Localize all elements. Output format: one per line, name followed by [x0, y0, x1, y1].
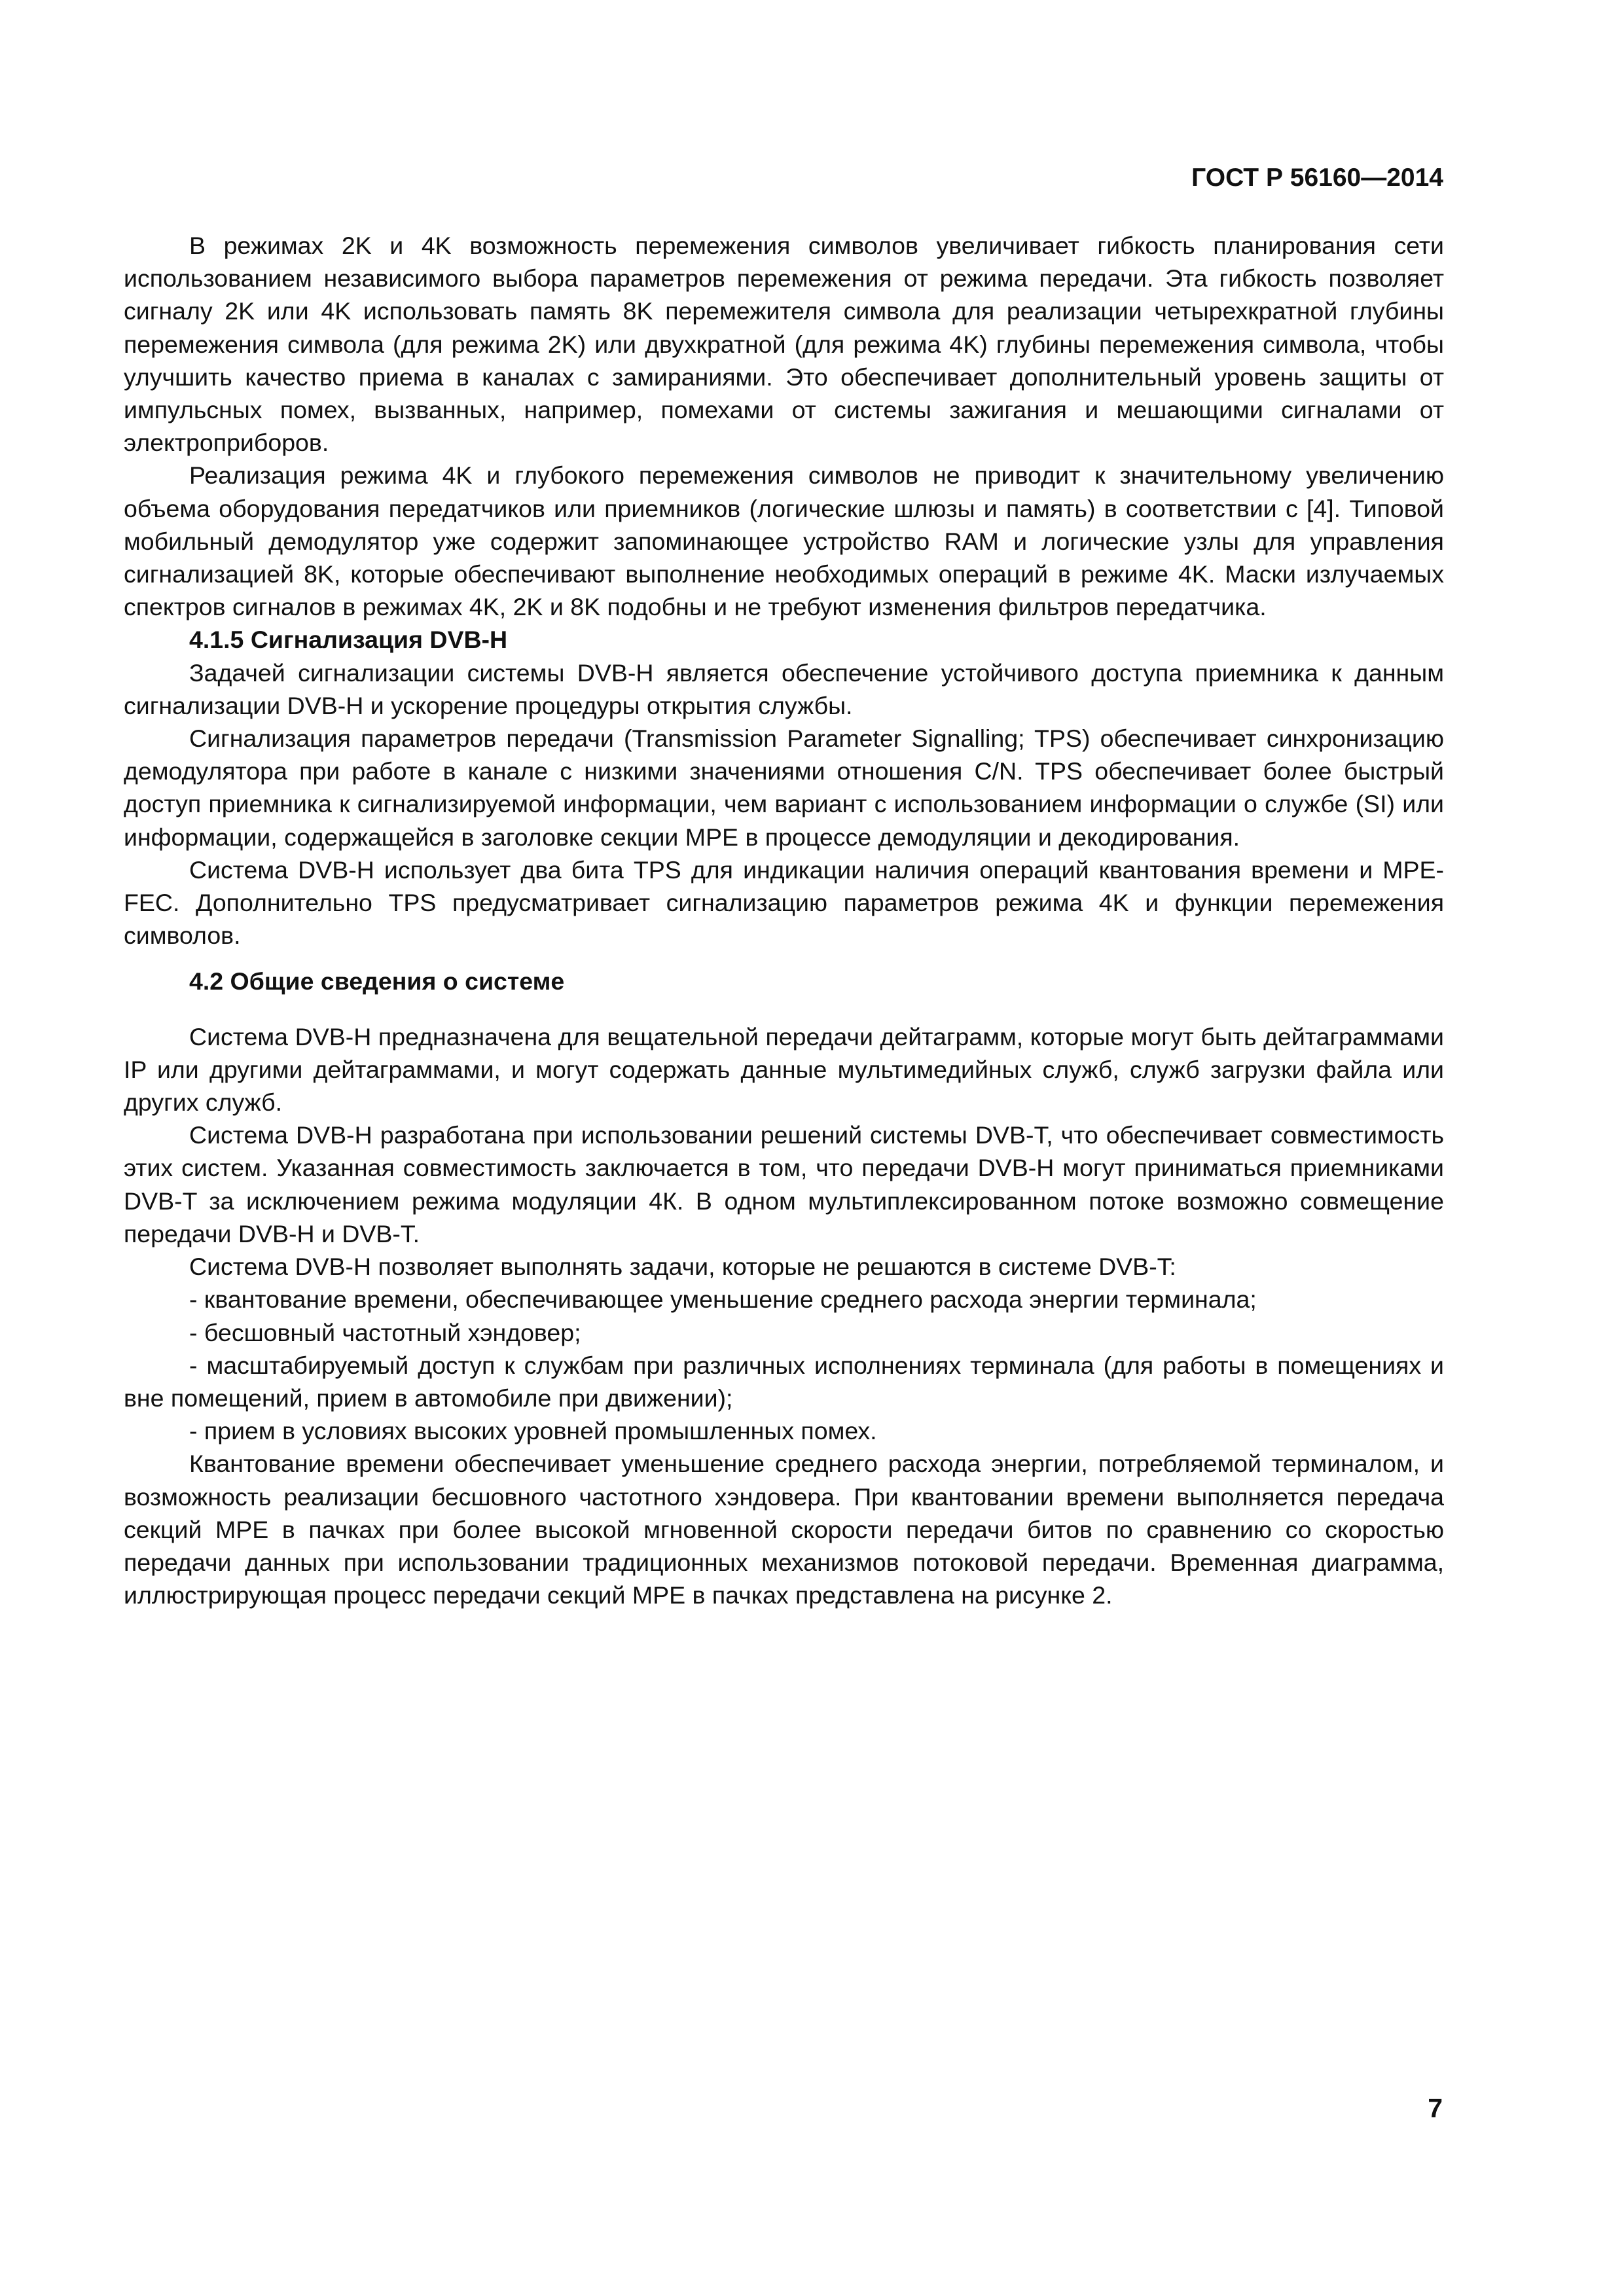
paragraph: Реализация режима 4K и глубокого перемежения символов не приводит к значительному увеличению объема оборудования передатчиков или приемников (логические шлюзы и память) в соответствии с [4]. Типовой мобильный демодулятор уже содержит запоминающее устройство RAM и логические узлы для управления сигнализацией 8K, которые обеспечивают выполнение необходимых операций в режиме 4K. Маски излучаемых спектров сигналов в режимах 4K, 2K и 8K подобны и не требуют изменения фильтров передатчика.	[124, 461, 1444, 621]
paragraph: Квантование времени обеспечивает уменьшение среднего расхода энергии, потребляемой терминалом, и возможность реализации бесшовного частотного хэндовера. При квантовании времени выполняется передача секций MPE в пачках при более высокой мгновенной скорости передачи битов по сравнению со скоростью передачи данных при использовании традиционных механизмов потоковой передачи. Временная диаграмма, иллюстрирующая процесс передачи секций MPE в пачках представлена на рисунке 2.	[124, 1450, 1444, 1609]
list-item: - масштабируемый доступ к службам при различных исполнениях терминала (для работы в помещениях и вне помещений, прием в автомобиле при движении);	[124, 1351, 1444, 1412]
paragraph: Система DVB-H использует два бита TPS для индикации наличия операций квантования времени и MPE-FEC. Дополнительно TPS предусматривает сигнализацию параметров режима 4K и функции перемежения символов.	[124, 855, 1444, 950]
list-item: - прием в условиях высоких уровней промышленных помех.	[189, 1417, 877, 1445]
paragraph: Система DVB-H предназначена для вещательной передачи дейтаграмм, которые могут быть дейтаграммами IP или другими дейтаграммами, и могут содержать данные мультимедийных служб, служб загрузки файла или других служб.	[124, 1022, 1444, 1117]
list-item: - бесшовный частотный хэндовер;	[189, 1318, 581, 1346]
page-number: 7	[1428, 2093, 1443, 2123]
paragraph: Сигнализация параметров передачи (Transmission Parameter Signalling; TPS) обеспечивает синхронизацию демодулятора при работе в канале с низкими значениями отношения C/N. TPS обеспечивает более быстрый доступ приемника к сигнализируемой информации, чем вариант с использованием информации о службе (SI) или информации, содержащейся в заголовке секции MPE в процессе демодуляции и декодирования.	[124, 725, 1444, 851]
paragraph: Система DVB-H позволяет выполнять задачи, которые не решаются в системе DVB-T:	[189, 1253, 1176, 1281]
list-item: - квантование времени, обеспечивающее уменьшение среднего расхода энергии терминала;	[189, 1285, 1257, 1314]
section-heading-4-2: 4.2 Общие сведения о системе	[189, 967, 565, 996]
section-heading-4-1-5: 4.1.5 Сигнализация DVB-H	[189, 626, 508, 654]
document-header-standard-id: ГОСТ Р 56160—2014	[1191, 164, 1443, 192]
document-body	[124, 229, 1444, 1611]
paragraph: Задачей сигнализации системы DVB-H является обеспечение устойчивого доступа приемника к данным сигнализации DVB-H и ускорение процедуры открытия службы.	[124, 658, 1444, 719]
paragraph: В режимах 2K и 4K возможность перемежения символов увеличивает гибкость планирования сети использованием независимого выбора параметров перемежения от режима передачи. Эта гибкость позволяет сигналу 2K или 4K использовать память 8K перемежителя символа для реализации четырехкратной глубины перемежения символа (для режима 2K) или двухкратной (для режима 4K) глубины перемежения символа, чтобы улучшить качество приема в каналах с замираниями. Это обеспечивает дополнительный уровень защиты от импульсных помех, вызванных, например, помехами от системы зажигания и мешающими сигналами от электроприборов.	[124, 232, 1444, 457]
paragraph: Система DVB-H разработана при использовании решений системы DVB-T, что обеспечивает совместимость этих систем. Указанная совместимость заключается в том, что передачи DVB-H могут приниматься приемниками DVB-T за исключением режима модуляции 4К. В одном мультиплексированном потоке возможно совмещение передачи DVB-H и DVB-T.	[124, 1121, 1444, 1247]
